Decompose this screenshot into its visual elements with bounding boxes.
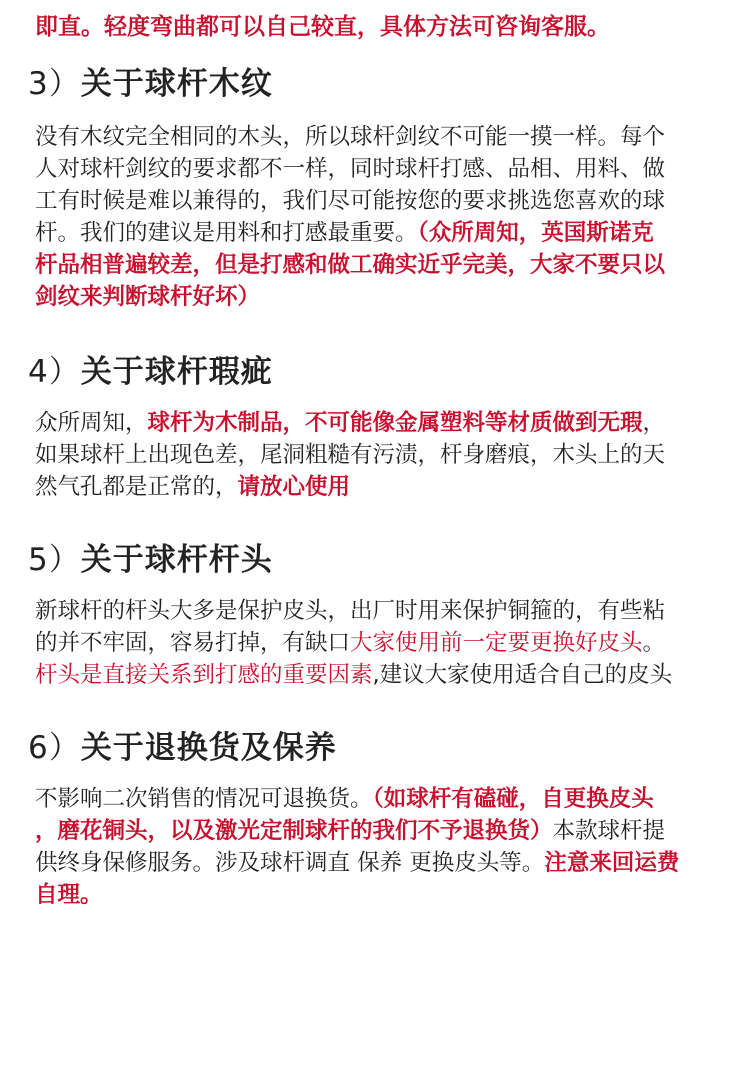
text-run: 杆。我们的建议是用料和打感最重要。: [35, 220, 418, 246]
highlight-text: 注意来回运费: [544, 850, 680, 876]
highlight-text: （如球杆有磕碰，自更换皮头: [372, 786, 654, 812]
highlight-text: 杆头是直接关系到打感的重要因素: [35, 662, 373, 688]
highlight-line: 杆品相普遍较差，但是打感和做工确实近乎完美，大家不要只以: [35, 252, 666, 278]
section-6-heading: [28, 728, 337, 768]
highlight-line: 剑纹来判断球杆好坏）: [35, 284, 261, 310]
text-line: [35, 627, 745, 659]
section-3-number: 3）: [28, 66, 81, 102]
section-4-number: 4）: [28, 354, 81, 390]
text-line: [35, 783, 745, 815]
section-5-body: [35, 595, 745, 691]
text-run: 的并不牢固，容易打掉，有缺口: [35, 630, 351, 656]
text-line: [35, 471, 745, 503]
text-run: 供终身保修服务。涉及球杆调直 保养 更换皮头等。: [35, 850, 545, 876]
section-3-body: [35, 121, 745, 313]
section-6-body: [35, 783, 745, 911]
text-run: 然气孔都是正常的，: [35, 474, 238, 500]
highlight-line: 自理。: [35, 882, 103, 908]
text-run: 。: [642, 630, 666, 656]
text-line: [35, 659, 745, 691]
text-line: [35, 847, 745, 879]
text-line: 人对球杆剑纹的要求都不一样，同时球杆打感、品相、用料、做: [35, 156, 666, 182]
text-run: ，: [642, 410, 666, 436]
text-line: 新球杆的杆头大多是保护皮头，出厂时用来保护铜箍的，有些粘: [35, 598, 666, 624]
section-5-number: 5）: [28, 542, 81, 578]
section-6-title: 关于退换货及保养: [80, 730, 337, 766]
text-line: 没有木纹完全相同的木头，所以球杆剑纹不可能一摸一样。每个: [35, 124, 666, 150]
highlight-text: 球杆为木制品，不可能像金属塑料等材质做到无瑕: [147, 410, 643, 436]
section-5-heading: [28, 540, 273, 580]
clipped-line: 即直。轻度弯曲都可以自己较直，具体方法可咨询客服。: [35, 14, 610, 40]
section-3-heading: [28, 64, 273, 104]
highlight-text: 请放心使用: [237, 474, 351, 500]
section-3-title: 关于球杆木纹: [80, 66, 273, 102]
clipped-previous-paragraph: [35, 0, 735, 40]
text-line: [35, 407, 745, 439]
text-line: [35, 815, 745, 847]
section-6-number: 6）: [28, 730, 81, 766]
text-run: ,建议大家使用适合自己的皮头: [372, 662, 673, 688]
highlight-text: ，磨花铜头，以及激光定制球杆的我们不予退换货）: [35, 818, 553, 844]
section-4-heading: [28, 352, 273, 392]
section-5-title: 关于球杆杆头: [80, 542, 273, 578]
section-4-title: 关于球杆瑕疵: [80, 354, 273, 390]
text-run: 不影响二次销售的情况可退换货。: [35, 786, 373, 812]
text-line: 如果球杆上出现色差，尾洞粗糙有污渍，杆身磨痕，木头上的天: [35, 442, 666, 468]
highlight-text: 大家使用前一定要更换好皮头: [350, 630, 643, 656]
section-4-body: [35, 407, 745, 503]
text-run: 众所周知，: [35, 410, 148, 436]
text-run: 本款球杆提: [552, 818, 666, 844]
highlight-text: （众所周知，英国斯诺克: [417, 220, 654, 246]
text-line: [35, 217, 745, 249]
text-line: 工有时候是难以兼得的，我们尽可能按您的要求挑选您喜欢的球: [35, 188, 666, 214]
